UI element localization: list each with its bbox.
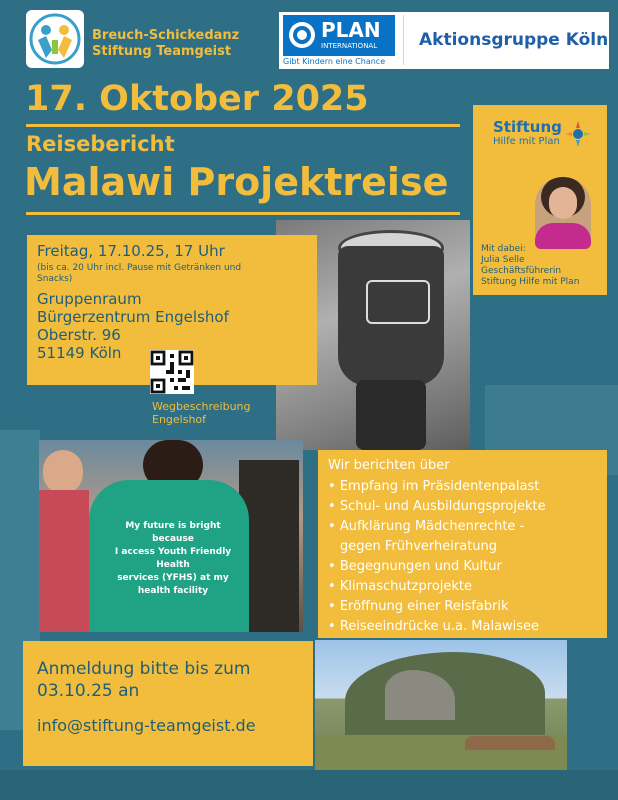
qr-code[interactable] [150, 350, 194, 394]
event-datetime: Freitag, 17.10.25, 17 Uhr [37, 242, 225, 260]
list-item: • Aufklärung Mädchenrechte - [328, 519, 525, 534]
event-note: (bis ca. 20 Uhr incl. Pause mit Getränken und Snacks) [37, 263, 242, 284]
list-item: • Eröffnung einer Reisfabrik [328, 599, 509, 614]
plan-tagline: Gibt Kindern eine Chance [283, 57, 386, 66]
report-list [328, 477, 546, 637]
aktionsgruppe-label: Aktionsgruppe Köln [419, 30, 609, 50]
title-rule-bottom [26, 212, 460, 215]
plan-logo-block [279, 12, 609, 69]
event-venue: Gruppenraum Bürgerzentrum Engelshof Oberstr. 96 51149 Köln [37, 290, 229, 362]
landscape-photo [315, 640, 567, 770]
plan-logo [283, 15, 395, 56]
stiftung-caption: Mit dabei: Julia Selle Geschäftsführerin Stiftung Hilfe mit Plan [481, 244, 580, 287]
kicker: Reisebericht [26, 132, 175, 156]
list-item-continued: gegen Frühverheiratung [340, 539, 498, 554]
julia-selle-photo [535, 177, 591, 249]
title-rule-top [26, 124, 460, 127]
page-title: Malawi Projektreise [24, 160, 449, 204]
bg-block-bottom [0, 770, 618, 800]
plan-word: PLAN [321, 18, 381, 42]
list-item: • Empfang im Präsidentenpalast [328, 479, 540, 494]
email-link[interactable]: info@stiftung-teamgeist.de [37, 716, 256, 735]
report-heading: Wir berichten über [328, 458, 450, 473]
stiftung-logo-sub: Hilfe mit Plan [493, 136, 560, 147]
registration-line2: 03.10.25 an [37, 681, 140, 701]
stiftung-box [473, 105, 607, 295]
list-item: • Schul- und Ausbildungsprojekte [328, 499, 546, 514]
list-item: • Klimaschutzprojekte [328, 579, 473, 594]
list-item: • Reiseeindrücke u.a. Malawisee [328, 619, 540, 634]
sun-logo-icon [563, 121, 593, 147]
plan-sub: INTERNATIONAL [321, 42, 378, 50]
stiftung-logo-word: Stiftung [493, 118, 562, 136]
plan-globe-icon [288, 21, 316, 49]
registration-box [23, 641, 313, 766]
teamgeist-name: Breuch-Schickedanz Stiftung Teamgeist [92, 28, 240, 59]
shirt-print: My future is bright because I access Youth Friendly Health services (YFHS) at my health facility [114, 521, 232, 596]
plan-divider [403, 15, 404, 65]
list-item: • Begegnungen und Kultur [328, 559, 502, 574]
shirt-photo [39, 440, 303, 632]
event-date-title: 17. Oktober 2025 [25, 79, 369, 119]
qr-caption[interactable]: Wegbeschreibung Engelshof [152, 400, 251, 426]
teamgeist-logo [26, 10, 84, 68]
report-box [318, 450, 607, 638]
registration-line1: Anmeldung bitte bis zum [37, 659, 251, 679]
